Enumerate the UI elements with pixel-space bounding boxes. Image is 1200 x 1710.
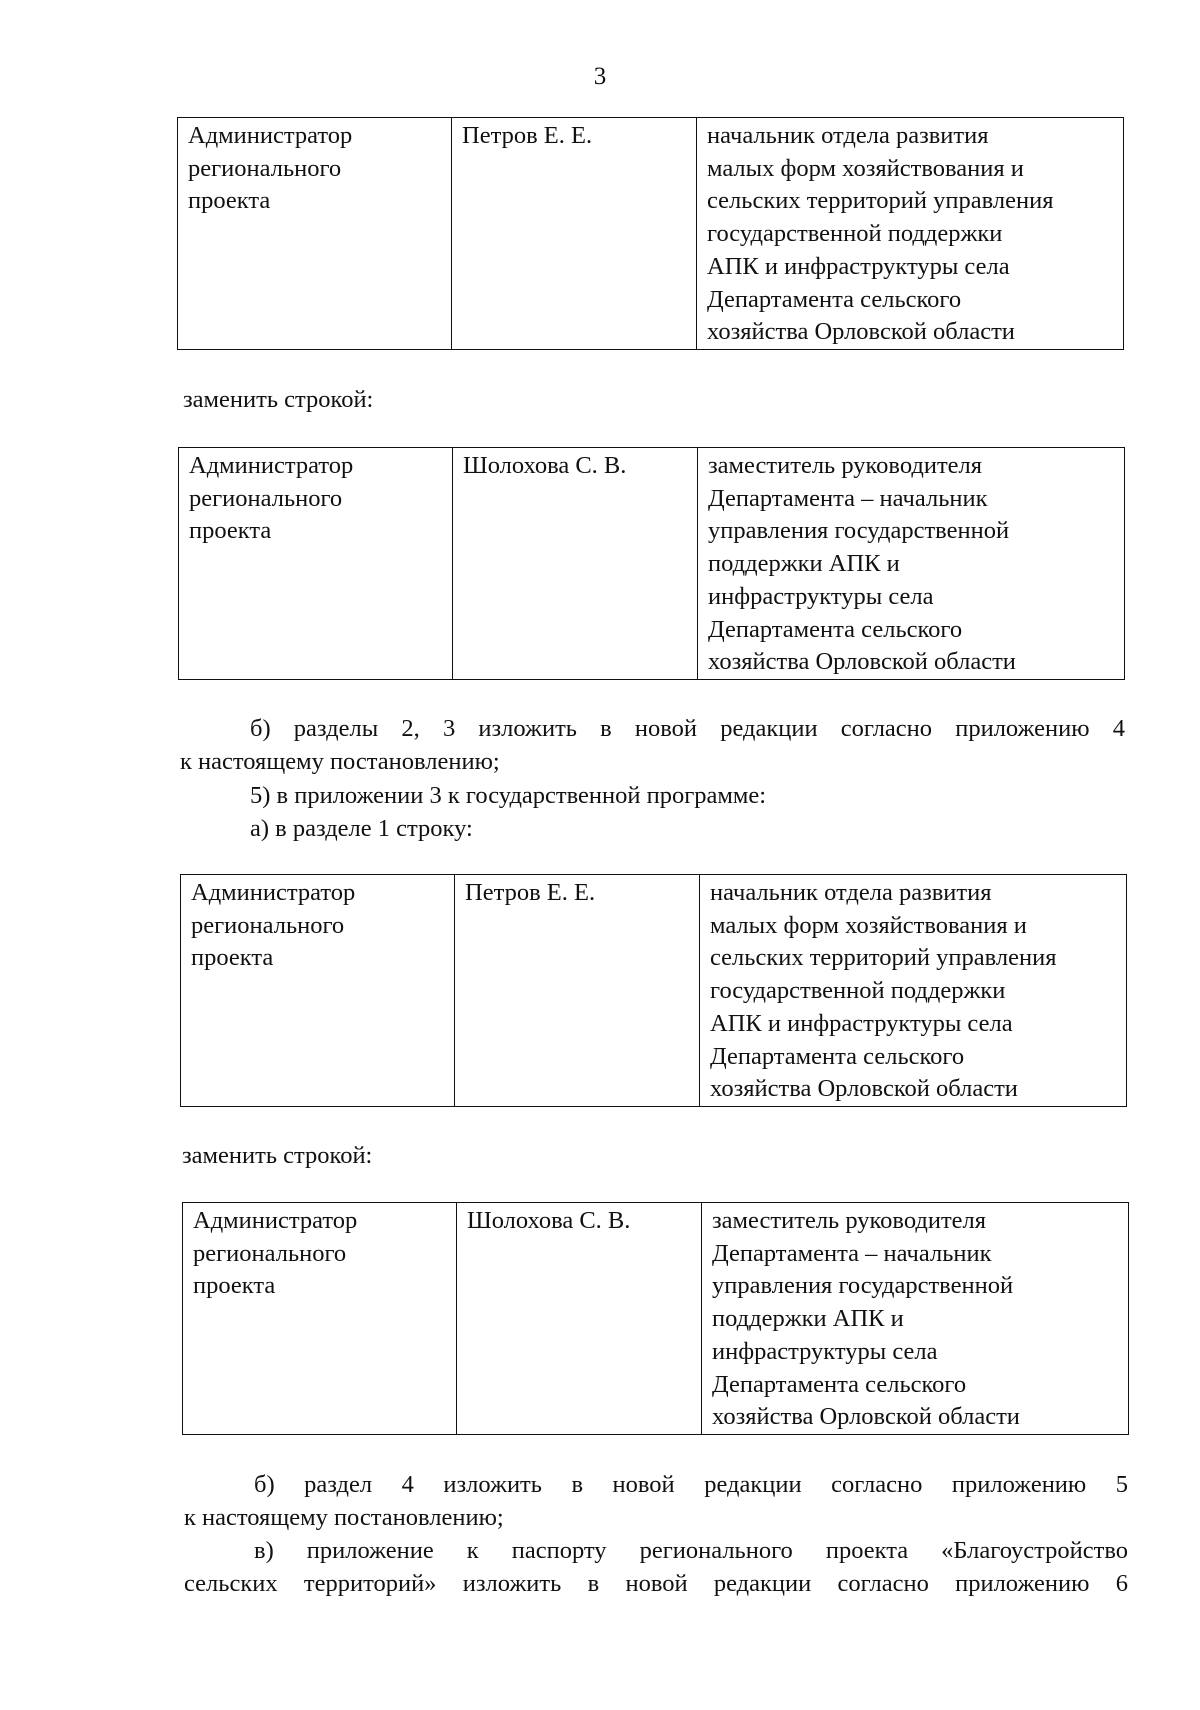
table-old-row-2 <box>180 874 1127 1107</box>
replace-label: заменить строкой: <box>183 386 374 413</box>
role-line: проекта <box>189 517 272 545</box>
position-cell <box>702 1203 1129 1435</box>
role-line: проекта <box>193 1272 276 1300</box>
position-line: инфраструктуры села <box>712 1337 938 1365</box>
position-line: управления государственной <box>712 1272 1014 1300</box>
position-cell <box>697 118 1124 350</box>
position-line: Департамента – начальник <box>708 484 988 512</box>
position-line: малых форм хозяйствования и <box>710 911 1027 939</box>
position-line: хозяйства Орловской области <box>710 1075 1018 1103</box>
role-line: проекта <box>188 187 271 215</box>
position-line: Департамента сельского <box>712 1370 967 1398</box>
position-line: хозяйства Орловской области <box>707 318 1015 346</box>
position-line: государственной поддержки <box>710 977 1006 1005</box>
role-line: регионального <box>191 911 345 939</box>
table-new-row-1 <box>178 447 1125 680</box>
position-line: Департамента сельского <box>708 615 963 643</box>
table-new-row-2 <box>182 1202 1129 1435</box>
position-line: управления государственной <box>708 517 1010 545</box>
paragraph-b2-line-1: б) раздел 4 изложить в новой редакции согласно приложению 5 <box>254 1471 1128 1498</box>
position-line: Департамента сельского <box>707 285 962 313</box>
role-cell <box>179 448 453 680</box>
table-row <box>183 1203 1129 1435</box>
table-row <box>179 448 1125 680</box>
position-line: малых форм хозяйствования и <box>707 154 1024 182</box>
position-line: хозяйства Орловской области <box>708 648 1016 676</box>
person-name: Петров Е. Е. <box>462 122 593 149</box>
paragraph-v-line-1: в) приложение к паспорту регионального проекта «Благоустройство <box>254 1537 1128 1564</box>
role-line: Администратор <box>188 122 353 149</box>
table-row <box>181 875 1127 1107</box>
replace-label: заменить строкой: <box>182 1142 373 1169</box>
role-cell <box>178 118 452 350</box>
position-line: заместитель руководителя <box>712 1207 987 1234</box>
position-line: хозяйства Орловской области <box>712 1403 1020 1431</box>
position-line: сельских территорий управления <box>710 944 1057 972</box>
position-line: Департамента – начальник <box>712 1239 992 1267</box>
paragraph-a: а) в разделе 1 строку: <box>250 815 473 842</box>
position-line: поддержки АПК и <box>708 550 900 578</box>
table-row <box>178 118 1124 350</box>
paragraph-b-line-2: к настоящему постановлению; <box>180 748 500 775</box>
role-line: Администратор <box>191 879 356 906</box>
position-line: государственной поддержки <box>707 220 1003 248</box>
paragraph-5: 5) в приложении 3 к государственной программе: <box>250 782 767 809</box>
name-cell <box>455 875 700 1107</box>
role-line: проекта <box>191 944 274 972</box>
position-line: заместитель руководителя <box>708 452 983 479</box>
position-line: АПК и инфраструктуры села <box>707 252 1010 280</box>
table-old-row-1 <box>177 117 1124 350</box>
paragraph-v-line-2: сельских территорий» изложить в новой редакции согласно приложению 6 <box>184 1570 1128 1597</box>
role-line: Администратор <box>189 452 354 479</box>
role-line: регионального <box>188 154 342 182</box>
person-name: Петров Е. Е. <box>465 879 596 906</box>
paragraph-b2-line-2: к настоящему постановлению; <box>184 1504 504 1531</box>
position-line: АПК и инфраструктуры села <box>710 1009 1013 1037</box>
position-line: начальник отдела развития <box>707 122 989 149</box>
role-line: регионального <box>189 484 343 512</box>
paragraph-b-line-1: б) разделы 2, 3 изложить в новой редакции согласно приложению 4 <box>250 715 1125 742</box>
position-line: Департамента сельского <box>710 1042 965 1070</box>
position-line: поддержки АПК и <box>712 1305 904 1333</box>
person-name: Шолохова С. В. <box>463 452 627 479</box>
person-name: Шолохова С. В. <box>467 1207 631 1234</box>
name-cell <box>457 1203 702 1435</box>
role-cell <box>181 875 455 1107</box>
role-line: Администратор <box>193 1207 358 1234</box>
role-cell <box>183 1203 457 1435</box>
name-cell <box>452 118 697 350</box>
position-line: сельских территорий управления <box>707 187 1054 215</box>
position-cell <box>700 875 1127 1107</box>
page-number: 3 <box>593 63 607 90</box>
position-line: начальник отдела развития <box>710 879 992 906</box>
position-cell <box>698 448 1125 680</box>
role-line: регионального <box>193 1239 347 1267</box>
position-line: инфраструктуры села <box>708 582 934 610</box>
name-cell <box>453 448 698 680</box>
